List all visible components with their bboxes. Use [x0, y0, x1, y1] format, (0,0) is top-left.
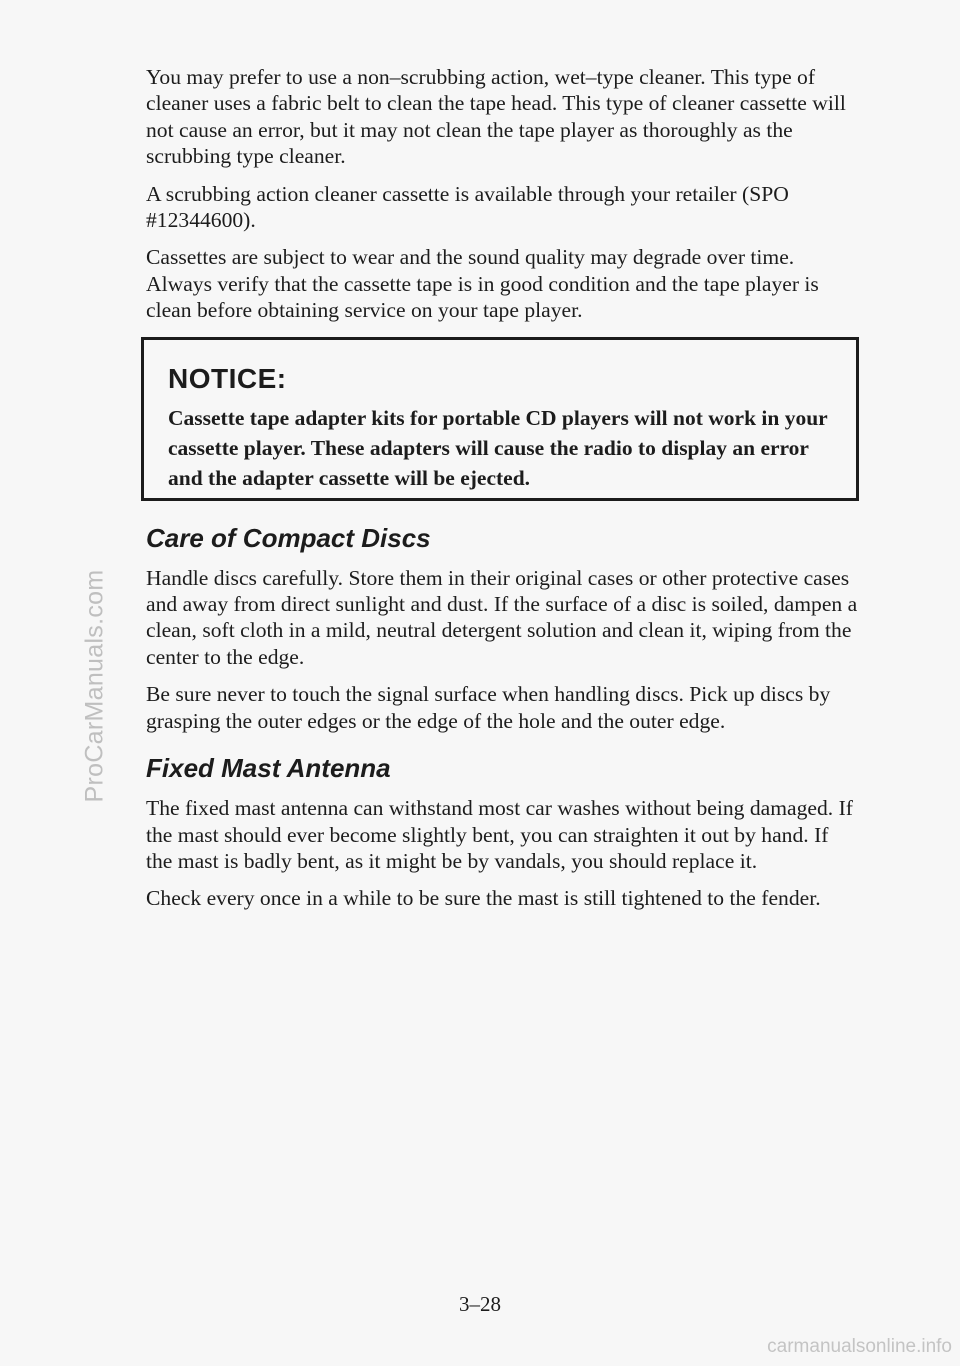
paragraph-wet-cleaner: You may prefer to use a non–scrubbing action, wet–type cleaner. This type of cleaner uses a fabric belt to clean the tape head. This type of cleaner cassette will not cause an error, but it may not clean the tape player as thoroughly as the scrubbing type cleaner. [146, 65, 846, 169]
paragraph-cassette-wear: Cassettes are subject to wear and the sound quality may degrade over time. Always verify that the cassette tape is in good condition and the tape player is clean before obtaining service on your tape player. [146, 245, 819, 323]
paragraph-antenna-check: Check every once in a while to be sure the mast is still tightened to the fender. [146, 886, 821, 911]
paragraph-antenna-car-wash: The fixed mast antenna can withstand most car washes without being damaged. If the mast should ever become slightly bent, you can straighten it out by hand. If the mast is badly bent, as it might be by vandals, you should replace it. [146, 796, 853, 873]
notice-title: NOTICE: [168, 362, 287, 394]
notice-text: Cassette tape adapter kits for portable CD players will not work in your cassette player. These adapters will cause the radio to display an error and the adapter cassette will be ejected. [168, 405, 828, 490]
manual-page [146, 64, 858, 923]
paragraph-handle-discs: Handle discs carefully. Store them in their original cases or other protective cases and away from direct sunlight and dust. If the surface of a disc is soiled, dampen a clean, soft cloth in a mild, neutral detergent solution and clean it, wiping from the center to the edge. [146, 565, 858, 669]
footer-watermark: carmanualsonline.info [767, 1336, 952, 1357]
paragraph-scrubbing-cleaner: A scrubbing action cleaner cassette is available through your retailer (SPO #12344600). [146, 181, 789, 233]
heading-care-of-compact-discs: Care of Compact Discs [146, 522, 431, 553]
page-number: 3–28 [459, 1292, 501, 1316]
notice-box [141, 337, 859, 501]
side-watermark: ProCarManuals.com [80, 569, 109, 803]
heading-fixed-mast-antenna: Fixed Mast Antenna [146, 753, 391, 784]
paragraph-signal-surface: Be sure never to touch the signal surface when handling discs. Pick up discs by grasping the outer edges or the edge of the hole and the outer edge. [146, 682, 831, 733]
